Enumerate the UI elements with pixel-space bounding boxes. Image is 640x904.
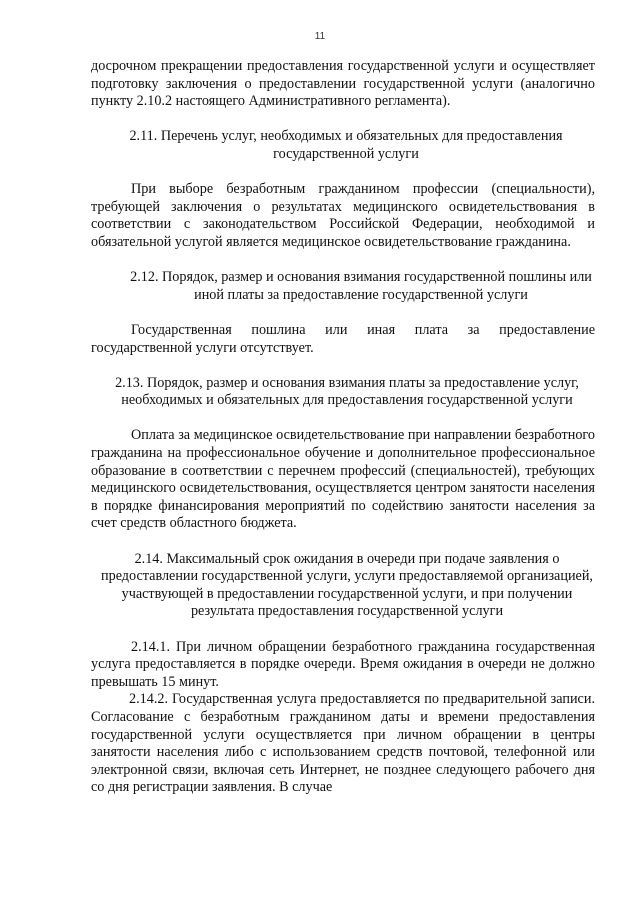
paragraph-2-12: Государственная пошлина или иная плата за предоставление государственной услуги отсутствует. xyxy=(91,321,595,356)
paragraph-2-14-2: 2.14.2. Государственная услуга предоставляется по предварительной записи. Согласование с безработным гражданином даты и времени предоставления государственной услуги осуществляется при личном обращении в центры занятости населения либо с использованием средств почтовой, телефонной или электронной связи, включая сеть Интернет, не позднее следующего рабочего дня со дня регистрации заявления. В случае xyxy=(91,691,595,796)
section-heading-2-14: 2.14. Максимальный срок ожидания в очереди при подаче заявления о предоставлении государственной услуги, услуги предоставляемой организацией, участвующей в предоставлении государственной услуги, и при получении результата предоставления государственной услуги xyxy=(101,550,593,620)
paragraph-2-11: При выборе безработным гражданином профессии (специальности), требующей заключения о результатах медицинского освидетельствования в соответствии с законодательством Российской Федерации, необходимой и обязательной услугой является медицинское освидетельствование гражданина. xyxy=(91,181,595,250)
section-heading-2-12: 2.12. Порядок, размер и основания взимания государственной пошлины или иной платы за предоставление государственной услуги xyxy=(130,269,592,303)
paragraph-2-13: Оплата за медицинское освидетельствование при направлении безработного гражданина на профессиональное обучение и дополнительное профессиональное образование в соответствии с перечнем профессий (специальностей), требующих медицинского освидетельствования, осуществляется центром занятости населения в порядке финансирования мероприятий по содействию занятости населения за счет средств областного бюджета. xyxy=(91,427,595,532)
page-number: 11 xyxy=(314,31,326,42)
paragraph-intro-continuation: досрочном прекращении предоставления государственной услуги и осуществляет подготовку заключения о предоставлении государственной услуги (аналогично пункту 2.10.2 настоящего Административного регламента). xyxy=(91,58,595,110)
section-heading-2-11: 2.11. Перечень услуг, необходимых и обязательных для предоставления государственной услуги xyxy=(129,128,563,162)
section-heading-2-13: 2.13. Порядок, размер и основания взимания платы за предоставление услуг, необходимых и обязательных для предоставления государственной услуги xyxy=(115,374,579,409)
paragraph-2-14-1: 2.14.1. При личном обращении безработного гражданина государственная услуга предоставляется в порядке очереди. Время ожидания в очереди не должно превышать 15 минут. xyxy=(91,638,595,690)
document-body xyxy=(91,58,595,797)
